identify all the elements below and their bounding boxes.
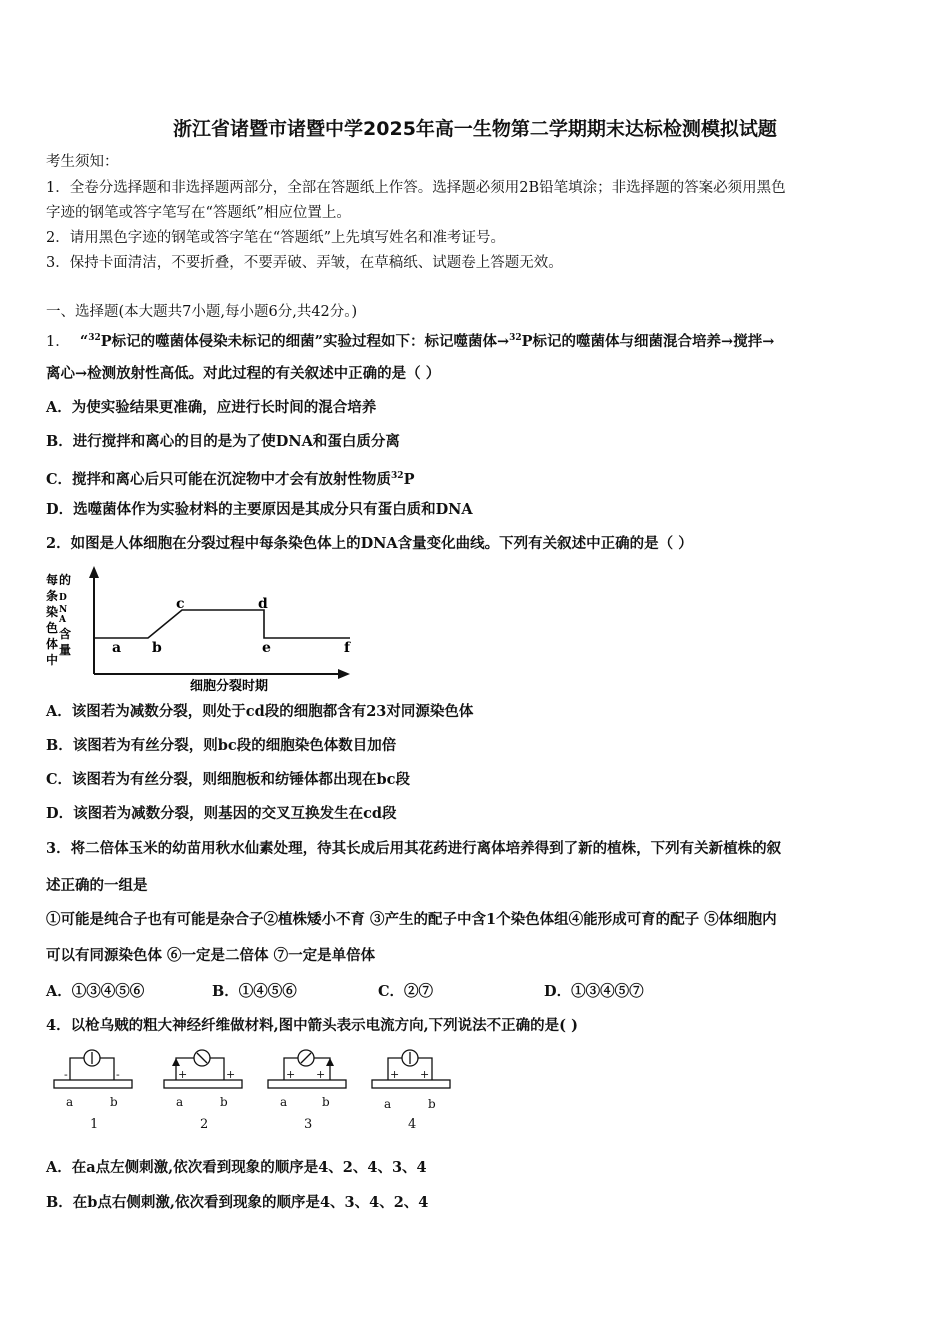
q4-stem: 4．以枪乌贼的粗大神经纤维做材料,图中箭头表示电流方向,下列说法不正确的是( ) xyxy=(46,1017,578,1034)
q3-statements-2: 可以有同源染色体 ⑥一定是二倍体 ⑦一定是单倍体 xyxy=(46,947,376,964)
y-axis-arrow-icon xyxy=(89,566,99,578)
panel-1-a: a xyxy=(66,1095,74,1109)
q2-option-d: D．该图若为减数分裂，则基因的交叉互换发生在cd段 xyxy=(46,805,397,822)
svg-text:量: 量 xyxy=(59,643,72,657)
svg-text:A: A xyxy=(59,615,66,625)
notice-item-3: 3．保持卡面清洁，不要折叠，不要弄破、弄皱，在草稿纸、试题卷上答题无效。 xyxy=(46,255,563,271)
panel-3-number: 3 xyxy=(304,1117,313,1132)
q1-option-b: B．进行搅拌和离心的目的是为了使DNA和蛋白质分离 xyxy=(46,433,400,450)
notice-heading: 考生须知： xyxy=(46,154,119,170)
q1-text-2: P标记的噬菌体侵染未标记的细菌”实验过程如下：标记噬菌体→ xyxy=(100,333,510,350)
q3-option-b: B．①④⑤⑥ xyxy=(212,983,297,1000)
point-f: f xyxy=(344,640,351,656)
panel-4-right-sign: + xyxy=(420,1068,430,1081)
nerve-panel-1 xyxy=(54,1050,132,1132)
q2-option-c: C．该图若为有丝分裂，则细胞板和纺锤体都出现在bc段 xyxy=(46,771,411,788)
svg-text:染: 染 xyxy=(46,605,59,619)
q3-stem: 3．将二倍体玉米的幼苗用秋水仙素处理，待其长成后用其花药进行离体培养得到了新的植株，下列有关新植株的叙 xyxy=(46,840,782,857)
page-title: 浙江省诸暨市诸暨中学2025年高一生物第二学期期末达标检测模拟试题 xyxy=(173,118,777,140)
q3-option-c: C．②⑦ xyxy=(378,983,434,1000)
panel-4-left-sign: + xyxy=(390,1068,400,1081)
panel-4-a: a xyxy=(384,1097,392,1111)
panel-3-right-sign: + xyxy=(316,1068,326,1081)
panel-3-a: a xyxy=(280,1095,288,1109)
panel-1-right-sign: - xyxy=(116,1068,120,1081)
x-axis-arrow-icon xyxy=(338,669,350,679)
q2-option-b: B．该图若为有丝分裂，则bc段的细胞染色体数目加倍 xyxy=(46,737,397,754)
notice-item-2: 2．请用黑色字迹的钢笔或答字笔在“答题纸”上先填写姓名和准考证号。 xyxy=(46,230,506,246)
q1-text-3: P标记的噬菌体与细菌混合培养→搅拌→ xyxy=(521,333,775,350)
notice-item-1-cont: 字迹的钢笔或答字笔写在“答题纸”相应位置上。 xyxy=(46,205,351,221)
point-e: e xyxy=(262,640,271,656)
section-heading: 一、选择题(本大题共7小题,每小题6分,共42分。) xyxy=(46,304,358,320)
q3-option-a: A．①③④⑤⑥ xyxy=(46,983,145,1000)
svg-text:中: 中 xyxy=(46,653,59,667)
panel-1-b: b xyxy=(110,1095,118,1109)
svg-text:D: D xyxy=(59,593,67,603)
nerve-panel-2 xyxy=(164,1050,242,1132)
panel-3-arrow-icon xyxy=(326,1058,334,1066)
nerve-panel-3 xyxy=(268,1050,346,1132)
nerve-panel-4 xyxy=(372,1050,450,1132)
panel-2-b: b xyxy=(220,1095,228,1109)
panel-2-a: a xyxy=(176,1095,184,1109)
point-b: b xyxy=(152,640,162,656)
panel-1-number: 1 xyxy=(90,1117,99,1132)
svg-text:的: 的 xyxy=(59,573,72,587)
dna-content-graph xyxy=(44,566,364,696)
q3-options xyxy=(46,982,644,1002)
q1-option-c-sup: 32 xyxy=(391,471,404,481)
q1-option-c xyxy=(46,466,414,490)
nerve-fiber-figure xyxy=(50,1046,460,1136)
q3-statements-1: ①可能是纯合子也有可能是杂合子②植株矮小不育 ③产生的配子中含1个染色体组④能形成可育的配子 ⑤体细胞内 xyxy=(46,911,777,928)
q2-stem: 2．如图是人体细胞在分裂过程中每条染色体上的DNA含量变化曲线。下列有关叙述中正确的是（ ） xyxy=(46,535,693,552)
q1-number: 1． xyxy=(46,334,70,350)
panel-4-b: b xyxy=(428,1097,436,1111)
point-c: c xyxy=(176,596,185,612)
notice-item-1: 1．全卷分选择题和非选择题两部分，全部在答题纸上作答。选择题必须用2B铅笔填涂；非选择题的答案必须用黑色 xyxy=(46,180,786,196)
q1-stem xyxy=(46,328,774,352)
dna-curve xyxy=(94,610,350,638)
q4-option-b: B．在b点右侧刺激,依次看到现象的顺序是4、3、4、2、4 xyxy=(46,1194,429,1211)
panel-1-left-sign: - xyxy=(64,1068,68,1081)
graph-x-label: 细胞分裂时期 xyxy=(190,679,269,694)
q4-option-a: A．在a点左侧刺激,依次看到现象的顺序是4、2、4、3、4 xyxy=(46,1159,427,1176)
svg-text:条: 条 xyxy=(46,589,59,603)
q1-text-1: “ xyxy=(79,333,89,350)
q1-option-a: A．为使实验结果更准确，应进行长时间的混合培养 xyxy=(46,399,377,416)
q1-sup-2: 32 xyxy=(509,333,522,343)
svg-text:每: 每 xyxy=(46,573,59,587)
svg-text:色: 色 xyxy=(46,621,59,635)
panel-2-number: 2 xyxy=(200,1117,209,1132)
graph-y-label xyxy=(45,572,71,667)
svg-text:含: 含 xyxy=(59,627,72,641)
q1-option-c-end: P xyxy=(403,471,415,488)
q1-option-c-text: C．搅拌和离心后只可能在沉淀物中才会有放射性物质 xyxy=(46,471,392,488)
panel-2-arrow-icon xyxy=(172,1058,180,1066)
svg-text:体: 体 xyxy=(46,637,59,651)
point-d: d xyxy=(258,596,268,612)
q3-option-d: D．①③④⑤⑦ xyxy=(544,983,644,1000)
point-a: a xyxy=(112,640,122,656)
q2-option-a: A．该图若为减数分裂，则处于cd段的细胞都含有23对同源染色体 xyxy=(46,703,474,720)
panel-4-number: 4 xyxy=(408,1117,417,1132)
q3-stem-cont: 述正确的一组是 xyxy=(46,877,148,894)
q1-sup-1: 32 xyxy=(88,333,101,343)
q1-stem-cont: 离心→检测放射性高低。对此过程的有关叙述中正确的是（ ） xyxy=(46,365,441,382)
q1-option-d: D．选噬菌体作为实验材料的主要原因是其成分只有蛋白质和DNA xyxy=(46,501,473,518)
panel-3-b: b xyxy=(322,1095,330,1109)
panel-2-left-sign: + xyxy=(178,1068,188,1081)
panel-3-left-sign: + xyxy=(286,1068,296,1081)
svg-text:N: N xyxy=(59,605,68,615)
panel-2-right-sign: + xyxy=(226,1068,236,1081)
